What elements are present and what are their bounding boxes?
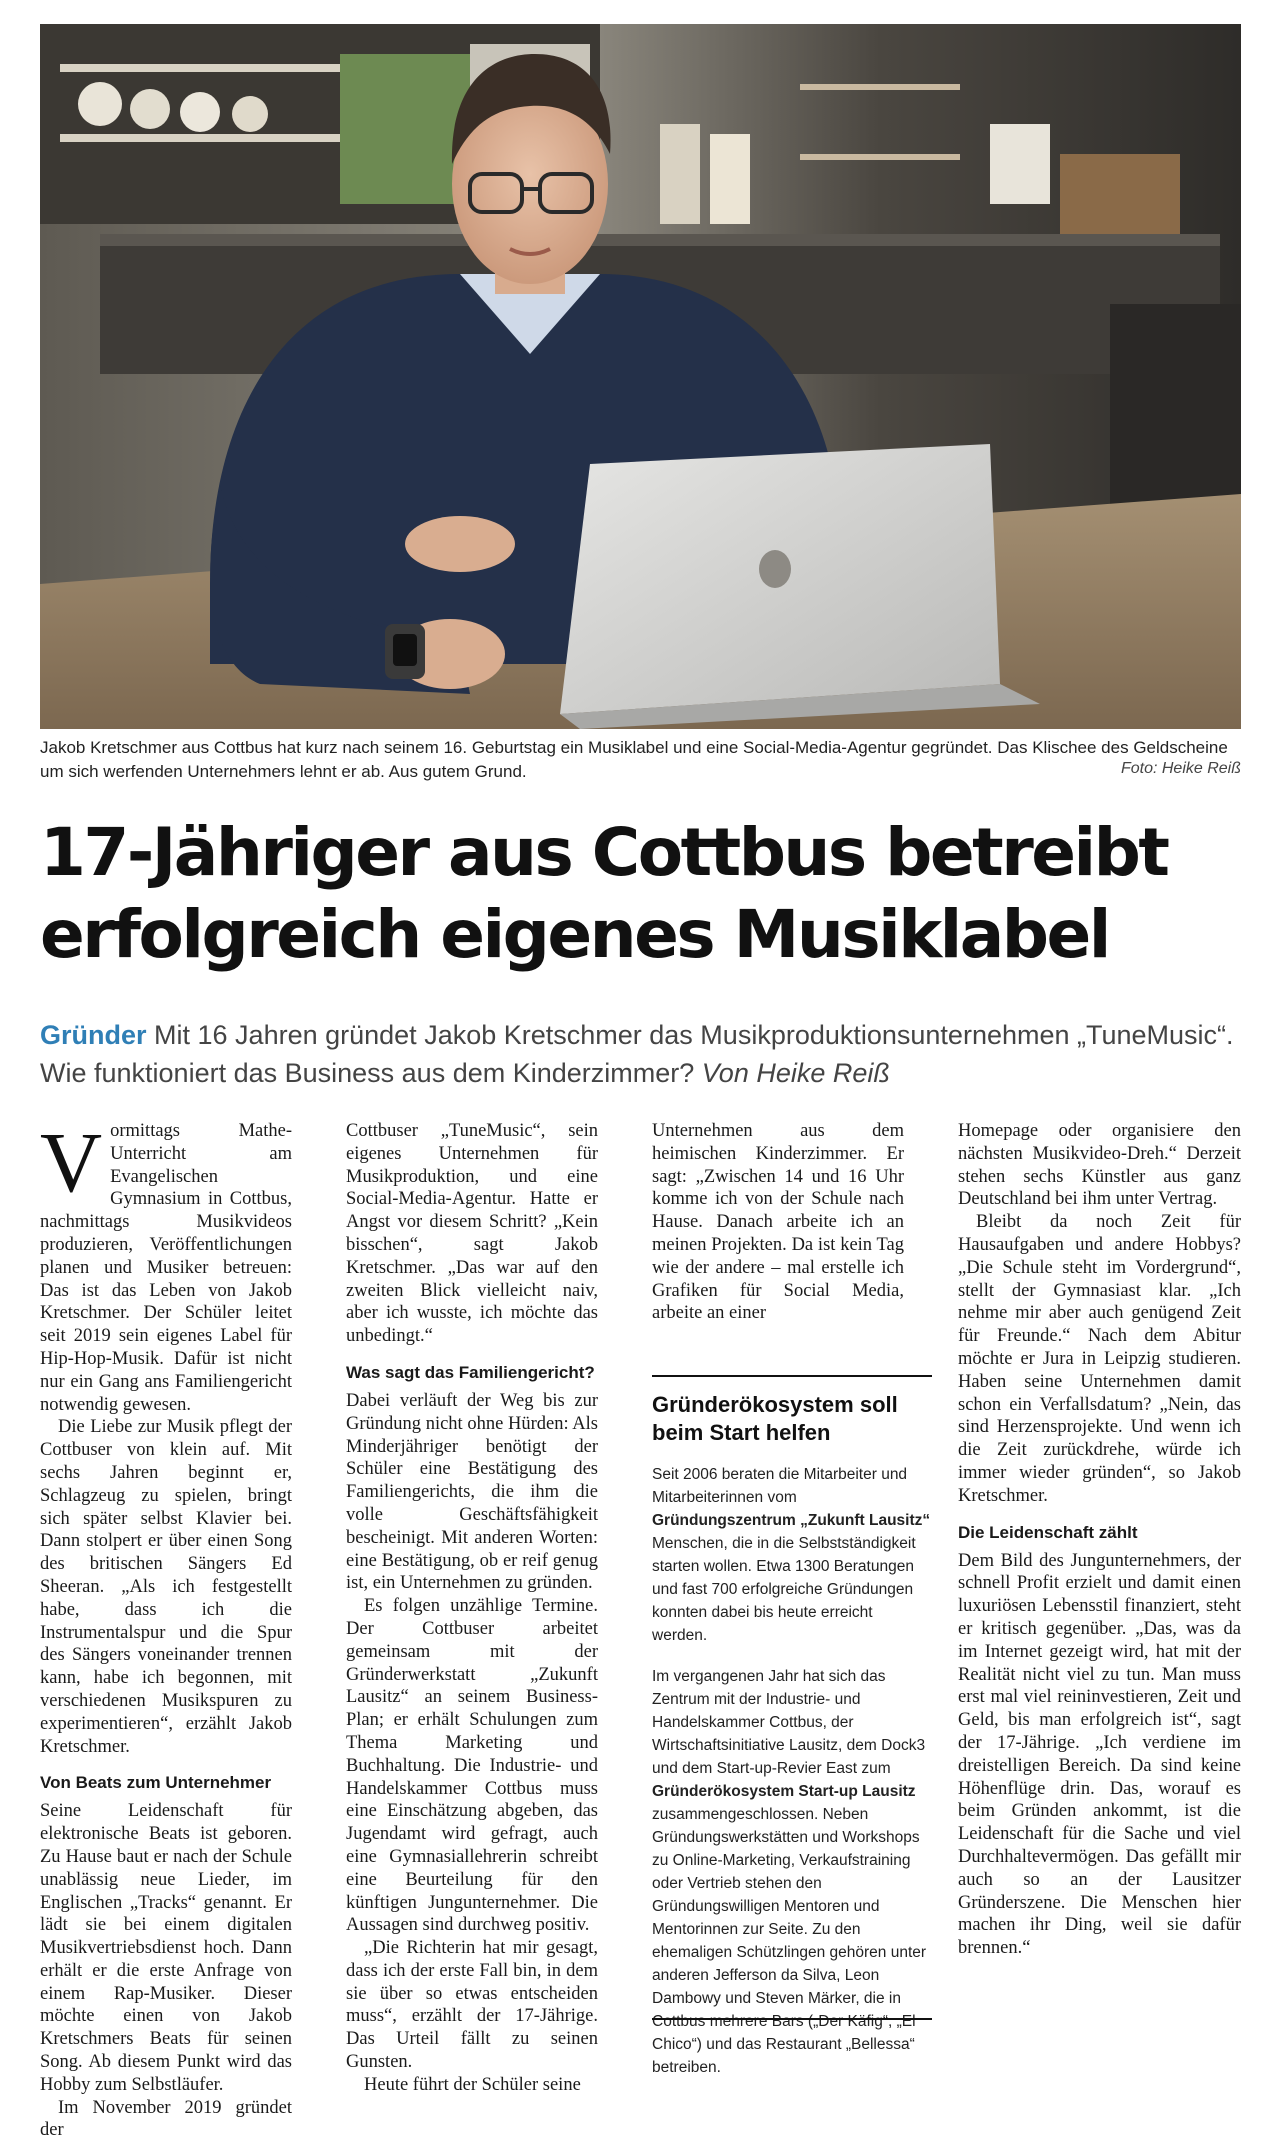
subheading: Was sagt das Familiengericht?	[346, 1362, 595, 1382]
article-paragraph: Vormittags Mathe-Unterricht am Evangelischen Gymnasium in Cottbus, nachmittags Musikvideos produzieren, Veröffentlichungen planen und Musiker betreuen: Das ist das Leben von Jakob Kretschmer. Der Schüler leitet seit 2019 sein eigenes Label für Hip-Hop-Musik. Dafür ist nicht nur ein Gang ans Familiengericht notwendig gewesen.	[40, 1114, 292, 1415]
info-box-paragraph: Im vergangenen Jahr hat sich das Zentrum mit der Industrie- und Handelskammer Cottbus, der Wirtschaftsinitiative Lausitz, dem Dock3 und dem Start-up-Revier East zum Gründerökosystem Start-up Lausitz zusammengeschlossen. Neben Gründungswerkstätten und Workshops zu Online-Marketing, Verkaufstraining oder Vertrieb stehen den Gründungswilligen Mentoren und Mentorinnen zur Seite. Zu den ehemaligen Schützlingen gehören unter anderen Jefferson da Silva, Leon Dambowy und Steven Märker, die in Cottbus mehrere Bars („Der Käfig“, „El Chico“) und das Restaurant „Bellessa“ betreiben.	[652, 1668, 927, 2076]
info-box-divider	[652, 2018, 932, 2020]
subheading: Von Beats zum Unternehmer	[40, 1773, 272, 1793]
deck-text: Mit 16 Jahren gründet Jakob Kretschmer das Musikproduktionsunternehmen „TuneMusic“. Wie funktioniert das Business aus dem Kinderzimmer?	[40, 1020, 1234, 1088]
info-box	[652, 1375, 932, 2097]
article-paragraph: Dem Bild des Jungunternehmers, der schnell Profit erzielt und damit einen luxuriösen Lebensstil finanziert, steht er kritisch gegenüber. „Das, was da im Internet gezeigt wird, hat mit der Realität nicht viel zu tun. Man muss erst mal viel reininvestieren, Zeit und Geld, bis man erfolgreich ist“, sagt der 17-Jährige. „Ich verdiene im dreistelligen Bereich. Da sind keine Höhenflüge drin. Das, worauf es beim Gründen ankommt, ist die Leidenschaft für die Sache und viel Durchhaltevermögen. Das gefällt mir auch so an der Lausitzer Gründerszene. Die Menschen hier machen ihr Ding, weil sie dafür brennen.“	[958, 1550, 1241, 1959]
headline: 17-Jähriger aus Cottbus betreibt erfolgreich eigenes Musiklabel	[40, 814, 1168, 973]
article-paragraph: „Die Richterin hat mir gesagt, dass ich der erste Fall bin, in dem sie über so etwas entscheiden muss“, erzählt der 17-Jährige. Das Urteil fällt zu seinen Gunsten.	[346, 1938, 598, 2073]
article-paragraph: Cottbuser „TuneMusic“, sein eigenes Unternehmen für Musikproduktion, und eine Social-Media-Agentur. Hatte er Angst vor diesem Schritt? „Kein bisschen“, sagt Jakob Kretschmer. „Das war auf den zweiten Blick vielleicht naiv, aber ich wusste, ich möchte das unbedingt.“	[346, 1121, 598, 1347]
article-paragraph: Unternehmen aus dem heimischen Kinderzimmer. Er sagt: „Zwischen 14 und 16 Uhr komme ich von der Schule nach Hause. Danach arbeite ich an meinen Projekten. Da ist kein Tag wie der andere – mal erstelle ich Grafiken für Social Media, arbeite an einer	[652, 1121, 904, 1324]
article-column-3	[652, 1120, 904, 1325]
article-paragraph: Bleibt da noch Zeit für Hausaufgaben und andere Hobbys? „Die Schule steht im Vordergrund“, stellt der Gymnasiast klar. „Ich nehme mir aber auch genügend Zeit für Freunde.“ Nach dem Abitur möchte er Jura in Leipzig studieren. Haben seine Unternehmen damit schon ein Verfallsdatum? „Nein, das sind Herzensprojekte. Und wenn ich die Zeit zurückdrehe, würde ich immer wieder gründen“, so Jakob Kretschmer.	[958, 1212, 1241, 1506]
article-column-2	[346, 1120, 598, 2097]
photo-credit: Foto: Heike Reiß	[1120, 760, 1241, 777]
article-column-1	[40, 1114, 292, 2142]
info-box-paragraph: Seit 2006 beraten die Mitarbeiter und Mitarbeiterinnen vom Gründungszentrum „Zukunft Lausitz“ Menschen, die in die Selbstständigkeit starten wollen. Etwa 1300 Beratungen und fast 700 erfolgreiche Gründungen konnten dabei bis heute erreicht werden.	[652, 1466, 931, 1644]
article-paragraph: Die Liebe zur Musik pflegt der Cottbuser von klein auf. Mit sechs Jahren beginnt er, Schlagzeug zu spielen, bringt sich später selbst Klavier bei. Dann stolpert er über einen Song des britischen Sängers Ed Sheeran. „Als ich festgestellt habe, dass ich die Instrumentalspur und die Spur des Sängers voneinander trennen kann, habe ich begonnen, mit verschiedenen Musikspuren zu experimentieren“, erzählt Jakob Kretschmer.	[40, 1417, 292, 1757]
article-photo	[40, 24, 1241, 729]
article-paragraph: Seine Leidenschaft für elektronische Beats ist geboren. Zu Hause baut er nach der Schule unablässig neue Lieder, im Englischen „Tracks“ genannt. Er lädt sie bei einem digitalen Musikvertriebsdienst hoch. Dann erhält er die erste Anfrage von einem Rap-Musiker. Dieser möchte einen von Jakob Kretschmers Beats für seinen Song. Ab diesem Punkt wird das Hobby zum Selbstläufer.	[40, 1801, 292, 2095]
deck	[40, 1016, 1241, 1092]
deck-byline: Von Heike Reiß	[701, 1058, 890, 1088]
article-paragraph: Homepage oder organisiere den nächsten Musikvideo-Dreh.“ Derzeit stehen sechs Künstler aus ganz Deutschland bei ihm unter Vertrag.	[958, 1121, 1241, 1210]
info-box-title: Gründerökosystem soll beim Start helfen	[652, 1392, 898, 1445]
subheading: Die Leidenschaft zählt	[958, 1522, 1138, 1542]
deck-kicker: Gründer	[40, 1020, 147, 1050]
article-paragraph: Dabei verläuft der Weg bis zur Gründung nicht ohne Hürden: Als Minderjähriger benötigt der Schüler eine Bestätigung des Familiengerichts, die ihm die volle Geschäftsfähigkeit bescheinigt. Mit anderen Worten: eine Bestätigung, ob er reif genug ist, ein Unternehmen zu gründen.	[346, 1390, 598, 1594]
article-paragraph: Heute führt der Schüler seine	[364, 2074, 581, 2095]
photo-caption: Jakob Kretschmer aus Cottbus hat kurz nach seinem 16. Geburtstag ein Musiklabel und eine Social-Media-Agentur gegründet. Das Klischee des Geldscheine um sich werfenden Unternehmers lehnt er ab. Aus gutem Grund.	[40, 738, 1228, 781]
drop-cap: V	[40, 1114, 103, 1210]
article-paragraph: Es folgen unzählige Termine. Der Cottbuser arbeitet gemeinsam mit der Gründerwerkstatt „Zukunft Lausitz“ an seinem Business-Plan; er erhält Schulungen zum Thema Marketing und Buchhaltung. Die Industrie- und Handelskammer Cottbus muss eine Einschätzung abgeben, das Jugendamt wird gefragt, auch eine Gymnasiallehrerin schreibt eine Beurteilung für den künftigen Jungunternehmer. Die Aussagen sind durchweg positiv.	[346, 1596, 598, 1936]
article-paragraph: Im November 2019 gründet der	[40, 2097, 292, 2141]
article-column-4	[958, 1120, 1241, 1960]
